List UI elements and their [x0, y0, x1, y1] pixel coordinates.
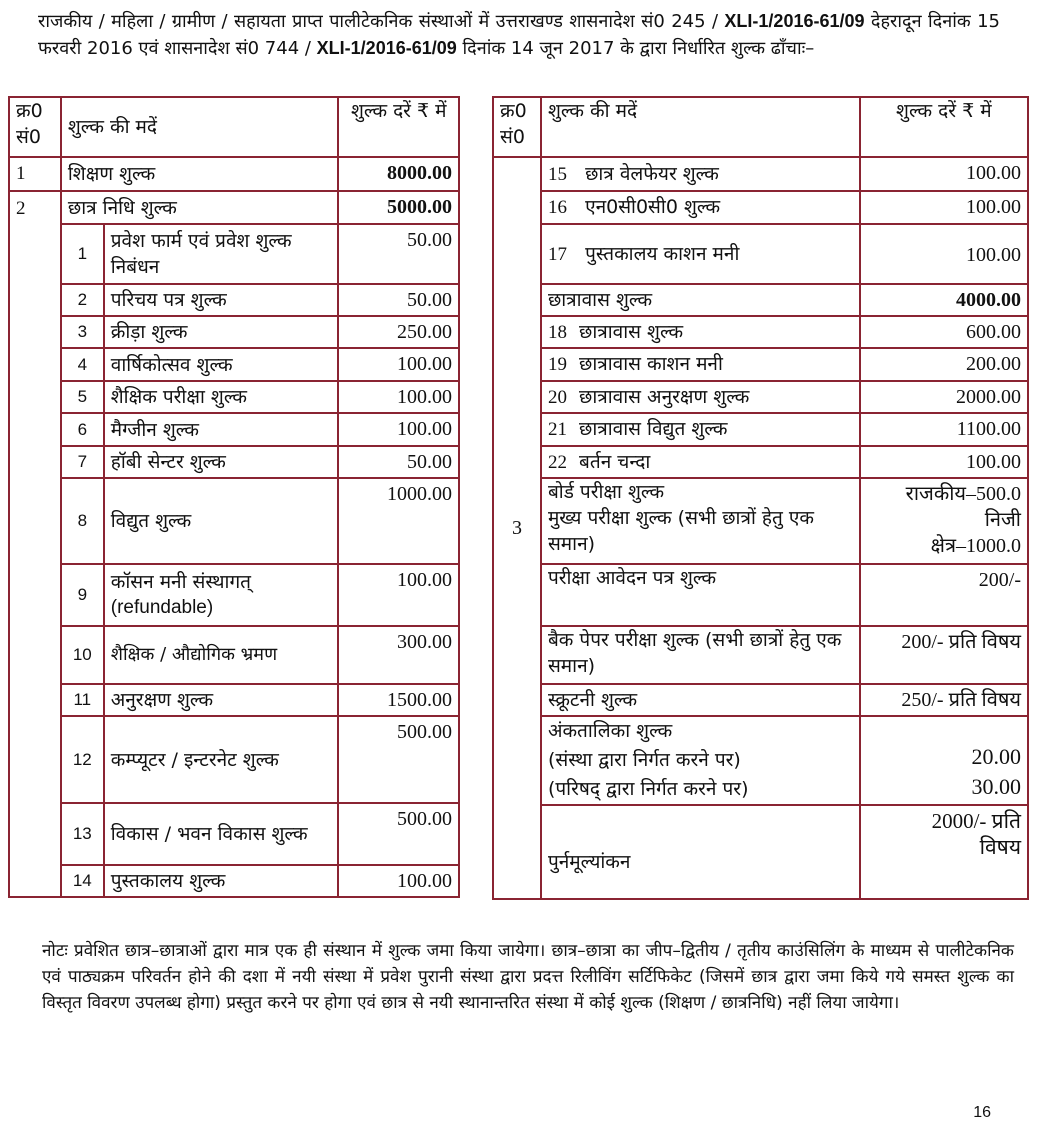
fee-item: हॉबी सेन्टर शुल्क [104, 446, 339, 478]
heading-text-3: दिनांक 14 जून 2017 के द्वारा निर्धारित शुल्क ढाँचाः– [462, 38, 815, 59]
table-row [493, 348, 1028, 381]
fee-amount: 1500.00 [338, 684, 459, 716]
fee-item-label: छात्रावास अनुरक्षण शुल्क [579, 385, 750, 408]
sub-serial-number: 10 [61, 626, 104, 684]
fee-item: अनुरक्षण शुल्क [104, 684, 339, 716]
fee-amount: 500.00 [338, 716, 459, 803]
item-number: 16 [547, 197, 567, 218]
table-row [9, 803, 459, 865]
fee-item: मैग्जीन शुल्क [104, 413, 339, 446]
sub-serial-number: 3 [61, 316, 104, 348]
heading-text-2: देहरादून दिनांक 15 फरवरी 2016 एवं शासनादेश सं0 744 / [38, 11, 1000, 59]
table-row [9, 865, 459, 897]
fee-amount: 100.00 [860, 224, 1028, 284]
fee-amount: 8000.00 [338, 157, 459, 191]
serial-number: 3 [493, 157, 541, 899]
table-row [9, 316, 459, 348]
fee-amount-line: विषय [979, 835, 1021, 859]
fee-item-line: (परिषद् द्वारा निर्गत करने पर) [547, 778, 749, 800]
fee-item: छात्र निधि शुल्क [61, 191, 339, 224]
fee-amount: 50.00 [338, 284, 459, 316]
fee-amount-line: राजकीय–500.0 [905, 483, 1021, 505]
table-row [493, 478, 1028, 564]
fee-item: बैक पेपर परीक्षा शुल्क (सभी छात्रों हेतु एक समान) [541, 626, 860, 684]
fee-item [541, 478, 860, 564]
fee-amount: 1000.00 [338, 478, 459, 564]
table-row [493, 684, 1028, 716]
fee-amount: 200.00 [860, 348, 1028, 381]
column-header-serial: क्र0 सं0 [9, 97, 61, 157]
fee-amount: 100.00 [338, 865, 459, 897]
table-row [9, 224, 459, 284]
table-row [9, 191, 459, 224]
item-number: 22 [547, 451, 567, 473]
table-row [493, 564, 1028, 626]
fee-amount: 200/- [860, 564, 1028, 626]
fee-amount: 500.00 [338, 803, 459, 865]
fee-item-line: मुख्य परीक्षा शुल्क (सभी छात्रों हेतु एक समान) [547, 507, 814, 555]
table-row [9, 478, 459, 564]
column-header-fee-rate: शुल्क दरें ₹ में [860, 97, 1028, 157]
table-row [9, 716, 459, 803]
item-number: 17 [547, 243, 567, 265]
fee-item [541, 381, 860, 413]
table-row [493, 316, 1028, 348]
sub-serial-number: 4 [61, 348, 104, 381]
table-row [9, 284, 459, 316]
fee-amount: 100.00 [338, 348, 459, 381]
column-header-fee-item: शुल्क की मदें [541, 97, 860, 157]
fee-item [541, 316, 860, 348]
document-heading [38, 8, 1000, 62]
fee-table-right [492, 96, 1029, 900]
fee-amount: 600.00 [860, 316, 1028, 348]
item-number: 18 [547, 321, 567, 343]
fee-item: शैक्षिक परीक्षा शुल्क [104, 381, 339, 413]
fee-item: वार्षिकोत्सव शुल्क [104, 348, 339, 381]
table-row [493, 805, 1028, 899]
table-row [493, 446, 1028, 478]
fee-item [104, 564, 339, 626]
fee-amount-line: क्षेत्र–1000.0 [930, 535, 1021, 557]
fee-amount-line: निजी [984, 509, 1021, 531]
fee-amount: 200/- प्रति विषय [860, 626, 1028, 684]
sub-serial-number: 13 [61, 803, 104, 865]
sub-serial-number: 7 [61, 446, 104, 478]
table-row [9, 348, 459, 381]
table-row [493, 191, 1028, 224]
fee-item-label: पुस्तकालय काशन मनी [585, 242, 740, 265]
table-row [493, 284, 1028, 316]
fee-item [541, 157, 860, 191]
govt-order-ref-1: XLI-1/2016-61/09 [724, 11, 865, 31]
fee-item-note: (refundable) [110, 597, 214, 618]
column-header-fee-rate: शुल्क दरें ₹ में [338, 97, 459, 157]
fee-item [541, 413, 860, 446]
table-row [9, 381, 459, 413]
fee-item-label: छात्रावास शुल्क [579, 320, 684, 343]
table-row [493, 224, 1028, 284]
fee-item-label: छात्रावास काशन मनी [579, 353, 723, 375]
table-row [9, 157, 459, 191]
fee-item-line: (संस्था द्वारा निर्गत करने पर) [547, 749, 741, 771]
table-row [493, 381, 1028, 413]
fee-amount: 1100.00 [860, 413, 1028, 446]
table-row [493, 716, 1028, 805]
sub-serial-number: 2 [61, 284, 104, 316]
footnote: नोटः प्रवेशित छात्र–छात्राओं द्वारा मात्र एक ही संस्थान में शुल्क जमा किया जायेगा। छात्र–छात्रा का जीप–द्वितीय / तृतीय काउंसिलिंग के माध्यम से पालीटेकनिक एवं पाठ्यक्रम परिवर्तन होने की दशा में नयी संस्था में प्रवेश पुरानी संस्था द्वारा प्रदत्त रिलीविंग सर्टिफिकेट (जिसमें छात्र द्वारा जमा किये गये समस्त शुल्क का विस्तृत विवरण उपलब्ध होगा) प्रस्तुत करने पर होगा एवं छात्र से नयी स्थानान्तरित संस्था में कोई शुल्क (शिक्षण / छात्रनिधि) नहीं लिया जायेगा। [42, 941, 1014, 1013]
fee-amount [860, 805, 1028, 899]
fee-amount: 100.00 [338, 564, 459, 626]
fee-item: शिक्षण शुल्क [61, 157, 339, 191]
sub-serial-number: 9 [61, 564, 104, 626]
table-row [493, 626, 1028, 684]
column-header-serial: क्र0 सं0 [493, 97, 541, 157]
fee-item: शैक्षिक / औद्योगिक भ्रमण [104, 626, 339, 684]
fee-amount [860, 716, 1028, 805]
fee-item: प्रवेश फार्म एवं प्रवेश शुल्क निबंधन [104, 224, 339, 284]
item-number: 15 [547, 163, 567, 185]
heading-text-1: राजकीय / महिला / ग्रामीण / सहायता प्राप्त पालीटेकनिक संस्थाओं में उत्तराखण्ड शासनादेश सं0 245 / [38, 11, 719, 32]
fee-item: क्रीड़ा शुल्क [104, 316, 339, 348]
fee-amount: 100.00 [338, 381, 459, 413]
fee-amount: 100.00 [860, 191, 1028, 224]
sub-serial-number: 1 [61, 224, 104, 284]
sub-serial-number: 14 [61, 865, 104, 897]
fee-amount: 250/- प्रति विषय [860, 684, 1028, 716]
fee-amount: 100.00 [338, 413, 459, 446]
table-row [9, 446, 459, 478]
sub-serial-number: 6 [61, 413, 104, 446]
fee-item: कम्प्यूटर / इन्टरनेट शुल्क [104, 716, 339, 803]
page-number: 16 [973, 1104, 991, 1121]
serial-number: 2 [9, 191, 61, 897]
fee-item-label: छात्रावास विद्युत शुल्क [579, 418, 728, 440]
fee-item: परिचय पत्र शुल्क [104, 284, 339, 316]
table-row [493, 413, 1028, 446]
fee-amount: 4000.00 [860, 284, 1028, 316]
fee-amount: 250.00 [338, 316, 459, 348]
fee-amount: 50.00 [338, 224, 459, 284]
fee-item: परीक्षा आवेदन पत्र शुल्क [541, 564, 860, 626]
fee-item [541, 348, 860, 381]
fee-item [541, 224, 860, 284]
serial-number: 1 [9, 157, 61, 191]
item-number: 19 [547, 354, 567, 375]
fee-amount: 50.00 [338, 446, 459, 478]
fee-item-label: छात्र वेलफेयर शुल्क [585, 162, 719, 185]
fee-item [541, 716, 860, 805]
fee-amount-line: 2000/- प्रति [931, 809, 1021, 833]
table-row [9, 684, 459, 716]
fee-amount: 5000.00 [338, 191, 459, 224]
fee-amount-line: 30.00 [971, 774, 1021, 799]
fee-item: स्क्रूटनी शुल्क [541, 684, 860, 716]
fee-item-line: बोर्ड परीक्षा शुल्क [547, 481, 665, 503]
fee-item: विकास / भवन विकास शुल्क [104, 803, 339, 865]
fee-amount: 100.00 [860, 446, 1028, 478]
fee-item-label: एन0सी0सी0 शुल्क [585, 196, 721, 218]
table-row [9, 564, 459, 626]
fee-item [541, 446, 860, 478]
fee-item: विद्युत शुल्क [104, 478, 339, 564]
fee-item-label: बर्तन चन्दा [579, 450, 651, 473]
sub-serial-number: 8 [61, 478, 104, 564]
table-row [9, 626, 459, 684]
sub-serial-number: 12 [61, 716, 104, 803]
fee-table-left [8, 96, 460, 898]
sub-serial-number: 11 [61, 684, 104, 716]
fee-item: छात्रावास शुल्क [541, 284, 860, 316]
item-number: 20 [547, 386, 567, 408]
fee-item-line: कॉसन मनी संस्थागत् [110, 571, 252, 593]
table-row [9, 413, 459, 446]
column-header-fee-item: शुल्क की मदें [61, 97, 339, 157]
govt-order-ref-2: XLI-1/2016-61/09 [316, 38, 457, 58]
sub-serial-number: 5 [61, 381, 104, 413]
fee-item-line: अंकतालिका शुल्क [547, 720, 673, 742]
fee-item: पुस्तकालय शुल्क [104, 865, 339, 897]
fee-amount: 100.00 [860, 157, 1028, 191]
fee-item: पुर्नमूल्यांकन [541, 805, 860, 899]
fee-amount: 2000.00 [860, 381, 1028, 413]
item-number: 21 [547, 419, 567, 440]
fee-amount: 300.00 [338, 626, 459, 684]
fee-item [541, 191, 860, 224]
fee-amount-line: 20.00 [971, 744, 1021, 769]
table-row [493, 157, 1028, 191]
fee-amount [860, 478, 1028, 564]
